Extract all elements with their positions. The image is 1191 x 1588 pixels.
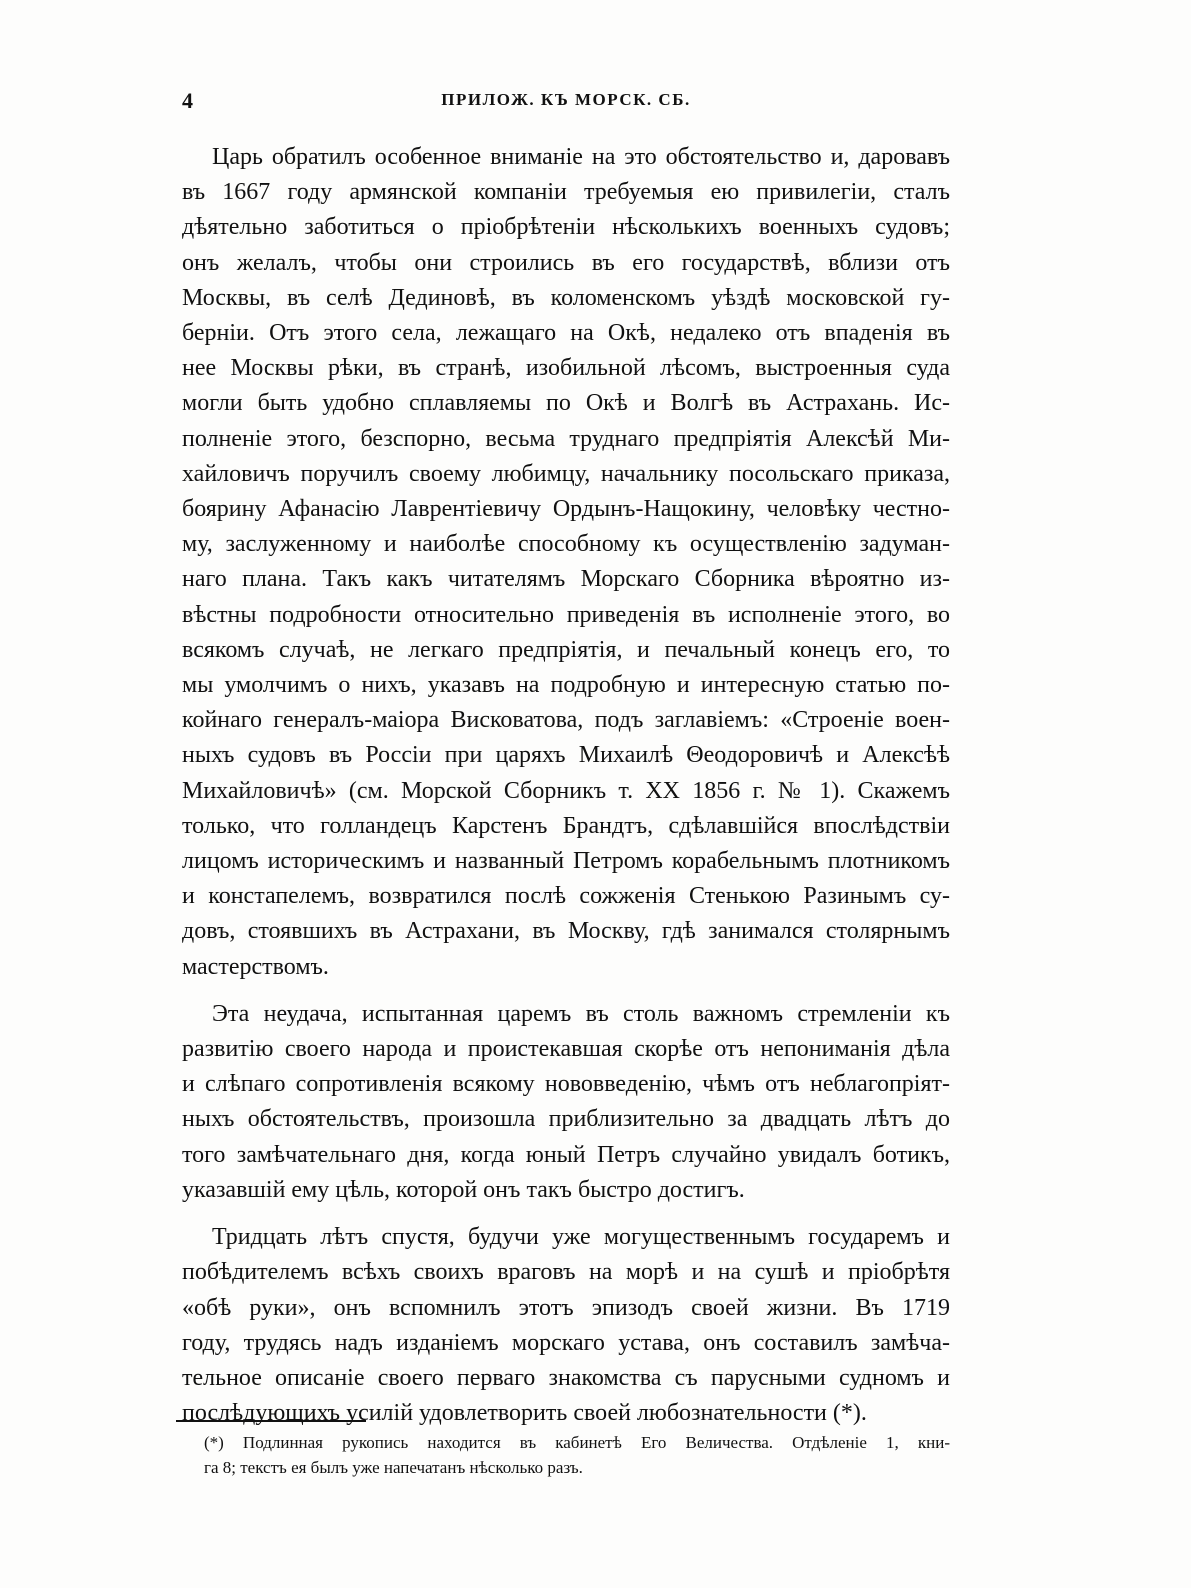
footnote [182, 1430, 950, 1480]
text-line: мастерствомъ. [182, 953, 329, 980]
running-title: ПРИЛОЖ. КЪ МОРСК. СБ. [441, 90, 691, 109]
text-line: берніи. Отъ этого села, лежащаго на Окѣ, недалеко отъ впаденія въ [182, 320, 950, 347]
text-line: мы умолчимъ о нихъ, указавъ на подробную и интересную статью по- [182, 672, 950, 699]
text-line: довъ, стоявшихъ въ Астрахани, въ Москву, гдѣ занимался столярнымъ [182, 918, 950, 945]
text-line: и констапелемъ, возвратился послѣ сожженія Стенькою Разинымъ су- [182, 883, 950, 910]
text-line: въ 1667 году армянской компаніи требуемыя ею привилегіи, сталъ [182, 179, 950, 206]
text-line: году, трудясь надъ изданіемъ морскаго устава, онъ составилъ замѣча- [182, 1329, 950, 1356]
text-line: того замѣчательнаго дня, когда юный Петръ случайно увидалъ ботикъ, [182, 1141, 950, 1168]
text-line: «обѣ руки», онъ вспомнилъ этотъ эпизодъ своей жизни. Въ 1719 [182, 1294, 950, 1321]
running-head [182, 88, 950, 118]
text-line: указавшій ему цѣль, которой онъ такъ быстро достигъ. [182, 1176, 745, 1203]
text-line: Тридцать лѣтъ спустя, будучи уже могущественнымъ государемъ и [212, 1224, 950, 1251]
text-line: му, заслуженному и наиболѣе способному къ осуществленію задуман- [182, 531, 950, 558]
text-line: послѣдующихъ усилій удовлетворить своей любознательности (*). [182, 1400, 867, 1427]
text-line: вѣстны подробности относительно приведенія въ исполненіе этого, во [182, 601, 950, 628]
text-line: Эта неудача, испытанная царемъ въ столь важномъ стремленіи къ [212, 1000, 950, 1027]
text-line: лицомъ историческимъ и названный Петромъ корабельнымъ плотникомъ [182, 848, 950, 875]
text-line: наго плана. Такъ какъ читателямъ Морскаго Сборника вѣроятно из- [182, 566, 950, 593]
paragraph-1 [182, 140, 950, 985]
page-number: 4 [182, 88, 193, 113]
text-line: Михайловичѣ» (см. Морской Сборникъ т. XX 1856 г. № 1). Скажемъ [182, 777, 950, 804]
footnote-line: (*) Подлинная рукопись находится въ кабинетѣ Его Величества. Отдѣленіе 1, кни- [204, 1433, 950, 1452]
text-line: полненіе этого, безспорно, весьма труднаго предпріятія Алексѣй Ми- [182, 425, 950, 452]
text-line: дѣятельно заботиться о пріобрѣтеніи нѣсколькихъ военныхъ судовъ; [182, 214, 950, 241]
text-line: койнаго генералъ-маіора Висковатова, подъ заглавіемъ: «Строеніе воен- [182, 707, 950, 734]
paragraph-3 [182, 1220, 950, 1431]
text-line: развитію своего народа и проистекавшая скорѣе отъ непониманія дѣла [182, 1036, 950, 1063]
text-line: Москвы, въ селѣ Дединовѣ, въ коломенскомъ уѣздѣ московской гу- [182, 284, 950, 311]
text-line: онъ желалъ, чтобы они строились въ его государствѣ, вблизи отъ [182, 249, 950, 276]
text-line: только, что голландецъ Карстенъ Брандтъ, сдѣлавшійся впослѣдствіи [182, 812, 950, 839]
footnote-line: га 8; текстъ ея былъ уже напечатанъ нѣсколько разъ. [204, 1458, 583, 1477]
text-line: могли быть удобно сплавляемы по Окѣ и Волгѣ въ Астрахань. Ис- [182, 390, 950, 417]
text-line: ныхъ обстоятельствъ, произошла приблизительно за двадцать лѣтъ до [182, 1106, 950, 1133]
text-line: ныхъ судовъ въ Россіи при царяхъ Михаилѣ Θеодоровичѣ и Алексѣѣ [182, 742, 950, 769]
paragraph-2 [182, 997, 950, 1208]
text-line: и слѣпаго сопротивленія всякому нововведенію, чѣмъ отъ неблагопріят- [182, 1071, 950, 1098]
text-line: всякомъ случаѣ, не легкаго предпріятія, и печальный конецъ его, то [182, 636, 950, 663]
text-line: боярину Афанасію Лаврентіевичу Ордынъ-Нащокину, человѣку честно- [182, 496, 950, 523]
text-line: тельное описаніе своего перваго знакомства съ парусными судномъ и [182, 1364, 950, 1391]
footnote-divider [176, 1420, 366, 1422]
text-line: Царь обратилъ особенное вниманіе на это обстоятельство и, даровавъ [212, 144, 950, 170]
text-line: хайловичъ поручилъ своему любимцу, начальнику посольскаго приказа, [182, 460, 950, 487]
text-line: нее Москвы рѣки, въ странѣ, изобильной лѣсомъ, выстроенныя суда [182, 355, 950, 382]
text-line: побѣдителемъ всѣхъ своихъ враговъ на морѣ и на сушѣ и пріобрѣтя [182, 1259, 950, 1286]
body-text [182, 140, 950, 1431]
